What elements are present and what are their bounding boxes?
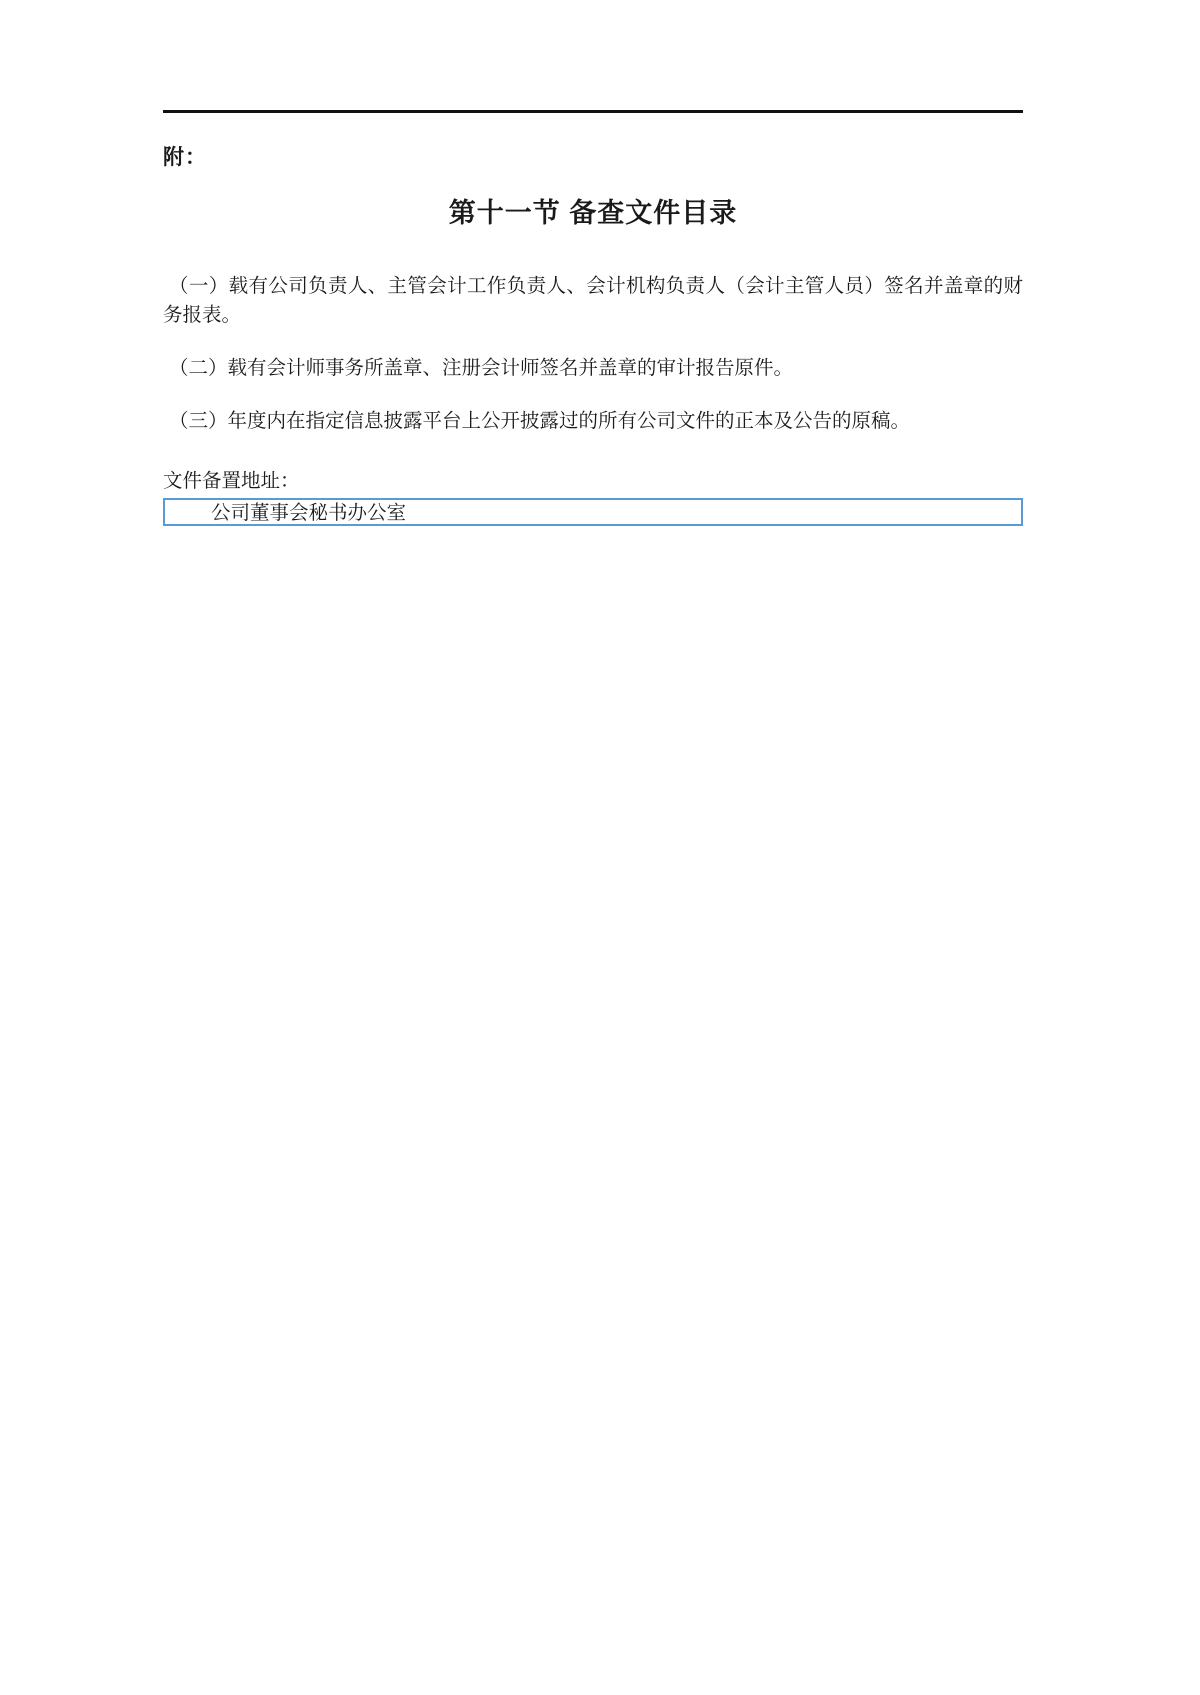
document-content xyxy=(163,0,1023,526)
section-title: 第十一节 备查文件目录 xyxy=(448,198,738,228)
paragraph-item-1: （一）载有公司负责人、主管会计工作负责人、会计机构负责人（会计主管人员）签名并盖章的财务报表。 xyxy=(163,276,1023,326)
address-value-box: 公司董事会秘书办公室 xyxy=(163,498,1023,526)
address-label: 文件备置地址： xyxy=(163,471,300,492)
paragraph-item-2: （二）载有会计师事务所盖章、注册会计师签名并盖章的审计报告原件。 xyxy=(169,358,794,379)
header-rule xyxy=(163,110,1023,113)
paragraph-item-3: （三）年度内在指定信息披露平台上公开披露过的所有公司文件的正本及公告的原稿。 xyxy=(169,411,911,432)
attachment-label: 附： xyxy=(163,146,207,169)
